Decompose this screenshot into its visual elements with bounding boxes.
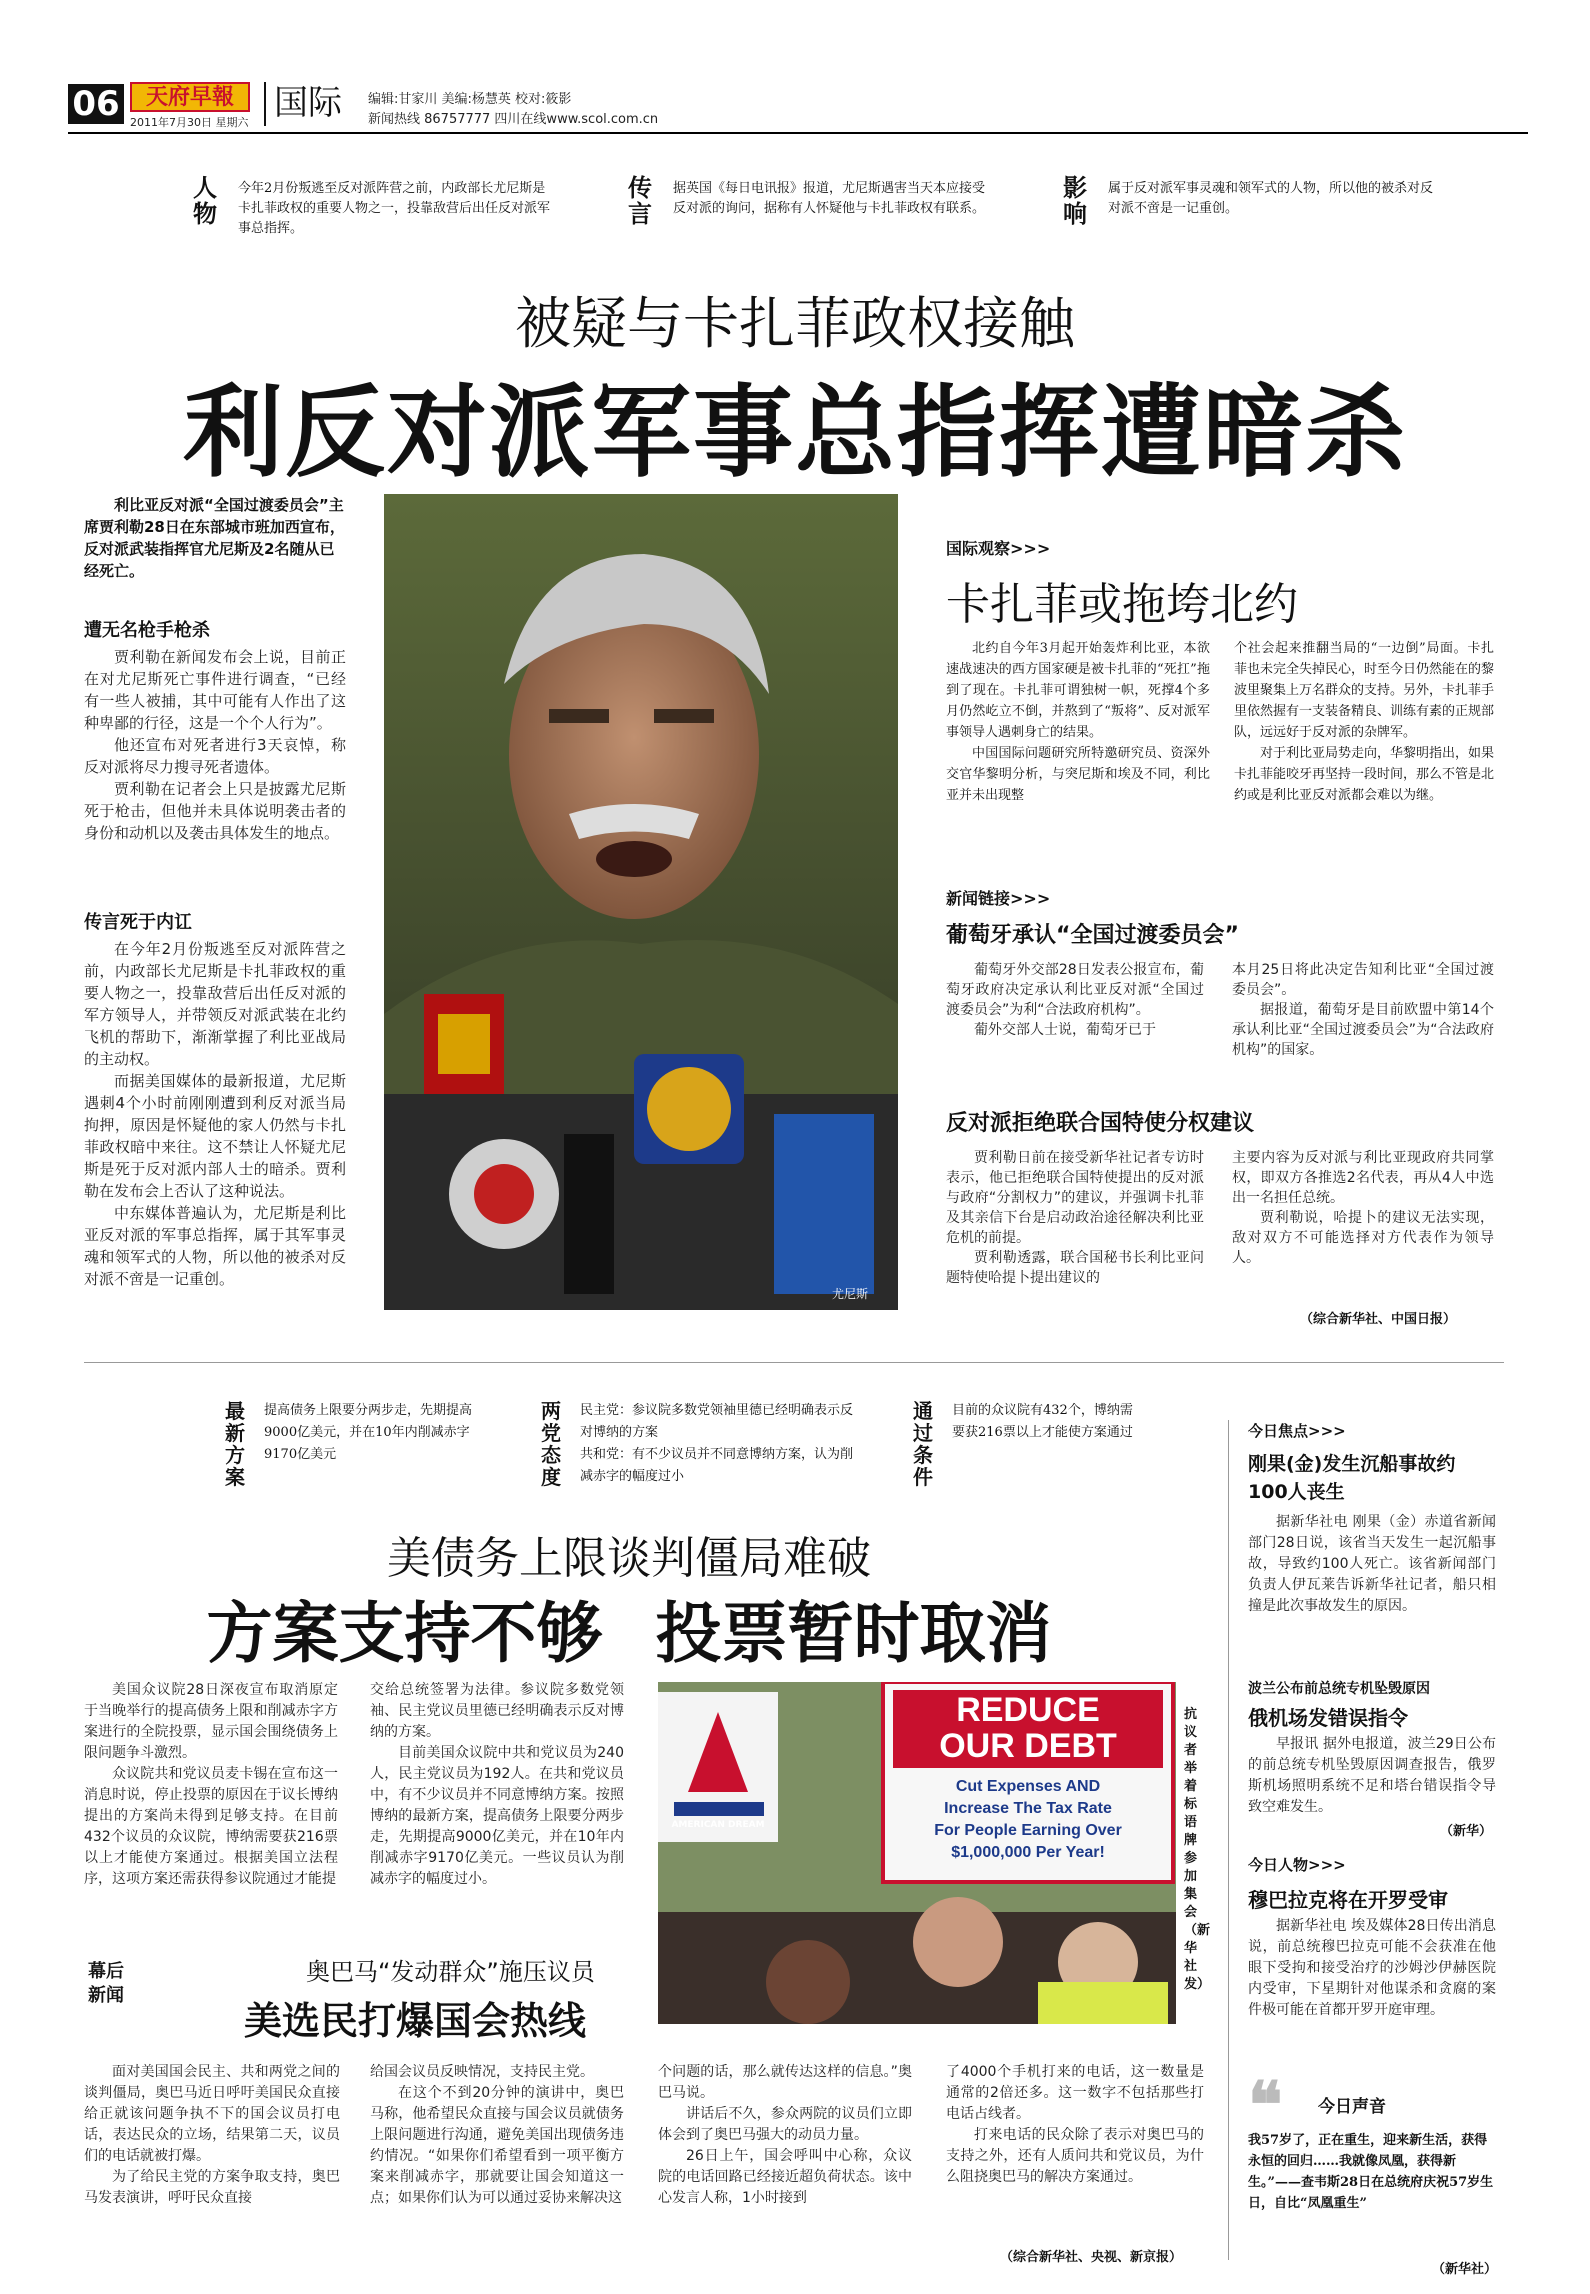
- paragraph: 为了给民主党的方案争取支持，奥巴马发表演讲，呼吁民众直接: [84, 2169, 340, 2206]
- paragraph: 给国会议员反映情况，支持民主党。: [370, 2064, 594, 2080]
- section-divider: [84, 1362, 1504, 1363]
- behind-col-2: [370, 2062, 624, 2209]
- info-tag: 通过条件: [913, 1399, 933, 1489]
- article1-headline: 利反对派军事总指挥遭暗杀: [183, 374, 1407, 491]
- news-link-1-col-1: [946, 960, 1204, 1040]
- date-line: 2011年7月30日 星期六: [130, 116, 249, 129]
- protest-photo: [658, 1682, 1176, 2024]
- sidebar-focus-title: 刚果(金)发生沉船事故约100人丧生: [1248, 1453, 1456, 1503]
- paragraph: 贾利勒说，哈提卜的建议无法实现，敌对双方不可能选择对方代表作为领导人。: [1232, 1210, 1494, 1266]
- younis-photo-illustration: [384, 494, 898, 1310]
- mid-info-box-3: [908, 1400, 1148, 1500]
- sidebar-person-body: 据新华社电 埃及媒体28日传出消息说，前总统穆巴拉克可能不会获准在他眼下受拘和接受治疗的沙姆沙伊赫医院内受审，下星期针对他谋杀和贪腐的案件极可能在首都开罗开庭审理。: [1248, 1918, 1496, 2018]
- sidebar-voice-body: 我57岁了，正在重生，迎来新生活，获得永恒的回归……我就像凤凰，获得新生。”——查韦斯28日在总统府庆祝57岁生日，自比“凤凰重生”: [1248, 2133, 1494, 2211]
- paragraph: 众议院共和党议员麦卡锡在宣布这一消息时说，停止投票的原因在于议长博纳提出的方案尚未得到足够支持。在目前432个议员的众议院，博纳需要获216票以上才能使方案通过。根据美国立法程序，这项方案还需获得参议院通过才能提: [84, 1766, 338, 1887]
- sidebar-focus-label: 今日焦点>>>: [1248, 1422, 1346, 1440]
- paragraph: 贾利勒在新闻发布会上说，目前正在对尤尼斯死亡事件进行调查，“已经有一些人被捕，其中可能有人作出了这种卑鄙的行径，这是一个个人行为”。: [84, 648, 346, 732]
- article1-lead: 利比亚反对派“全国过渡委员会”主席贾利勒28日在东部城市班加西宣布，反对派武装指挥官尤尼斯及2名随从已经死亡。: [84, 496, 345, 580]
- paragraph: 讲话后不久，参众两院的议员们立即体会到了奥巴马强大的动员力量。: [658, 2106, 912, 2143]
- observation-col-2: [1234, 638, 1494, 806]
- news-link-headline-2: 反对派拒绝联合国特使分权建议: [946, 1111, 1255, 1136]
- paragraph: 葡萄牙外交部28日发表公报宣布，葡萄牙政府决定承认利比亚反对派“全国过渡委员会”为利“合法政府机构”。: [946, 962, 1204, 1018]
- news-link-headline-1: 葡萄牙承认“全国过渡委员会”: [946, 923, 1239, 948]
- protest-photo-caption: 抗议者举着标语牌参加集会（新华社发）: [1184, 1707, 1211, 1992]
- paragraph: 个问题的话，那么就传达这样的信息。”奥巴马说。: [658, 2064, 912, 2101]
- sign-headline-2: OUR DEBT: [939, 1727, 1117, 1765]
- paragraph: 在今年2月份叛逃至反对派阵营之前，内政部长尤尼斯是卡扎菲政权的重要人物之一，投靠敌营后出任反对派的军方领导人，并带领反对派武装在北约飞机的帮助下，渐渐掌握了利比亚战局的主动权。: [84, 940, 346, 1068]
- sidebar-poland-body: 早报讯 据外电报道，波兰29日公布的前总统专机坠毁原因调查报告，俄罗斯机场照明系统不足和塔台错误指令导致空难发生。: [1248, 1736, 1496, 1815]
- news-link-2-col-2: [1232, 1148, 1494, 1268]
- paragraph: 本月25日将此决定告知利比亚“全国过渡委员会”。: [1232, 962, 1494, 998]
- paragraph: 据报道，葡萄牙是目前欧盟中第14个承认利比亚“全国过渡委员会”为“合法政府机构”的国家。: [1232, 1002, 1494, 1058]
- paragraph: 打来电话的民众除了表示对奥巴马的支持之外，还有人质问共和党议员，为什么阻挠奥巴马的解决方案通过。: [946, 2127, 1204, 2185]
- info-tag: 影响: [1063, 173, 1087, 228]
- paper-logo: 天府早報: [130, 82, 250, 112]
- sign-left-text: AMERICAN DREAM: [671, 1820, 765, 1830]
- paragraph: 交给总统签署为法律。参议院多数党领袖、民主党议员里德已经明确表示反对博纳的方案。: [370, 1682, 624, 1740]
- paragraph: 美国众议院28日深夜宣布取消原定于当晚举行的提高债务上限和削减赤字方案进行的全院投票，显示国会围绕债务上限问题争斗激烈。: [84, 1682, 338, 1761]
- paragraph: 中东媒体普遍认为，尤尼斯是利比亚反对派的军事总指挥，属于其军事灵魂和领军式的人物，所以他的被杀对反对派不啻是一记重创。: [84, 1204, 346, 1288]
- editors-line: 编辑:甘家川 美编:杨慧英 校对:筱影: [368, 92, 572, 107]
- top-info-box-3: [1060, 175, 1440, 245]
- paragraph: 葡外交部人士说，葡萄牙已于: [974, 1022, 1156, 1038]
- sidebar-poland-title: 俄机场发错误指令: [1248, 1706, 1408, 1730]
- sidebar-rule: [1228, 1420, 1229, 2260]
- info-text: 提高债务上限要分两步走，先期提高9000亿美元，并在10年内削减赤字9170亿美元: [264, 1403, 473, 1462]
- article1-kicker: 被疑与卡扎菲政权接触: [515, 292, 1075, 357]
- paragraph: 中国国际问题研究所特邀研究员、资深外交官华黎明分析，与突尼斯和埃及不同，利比亚并未出现整: [946, 746, 1210, 803]
- article1-subhead-2: 传言死于内讧: [84, 912, 192, 933]
- sign-headline-1: REDUCE: [956, 1691, 1100, 1729]
- observation-label: 国际观察>>>: [946, 539, 1051, 558]
- top-info-box-1: [190, 175, 570, 245]
- paragraph: 而据美国媒体的最新报道，尤尼斯遇刺4个小时前刚刚遭到利反对派当局拘押，原因是怀疑他的家人仍然与卡扎菲政权暗中来往。这不禁让人怀疑尤尼斯是死于反对派内部人士的暗杀。贾利勒在发布会上否认了这种说法。: [84, 1072, 346, 1200]
- behind-source: （综合新华社、央视、新京报）: [1000, 2250, 1183, 2265]
- sidebar-focus-body: 据新华社电 刚果（金）赤道省新闻部门28日说，该省当天发生一起沉船事故，导致约100人死亡。该省新闻部门负责人伊瓦莱告诉新华社记者，船只相撞是此次事故发生的原因。: [1248, 1514, 1496, 1614]
- section-title: 国际: [264, 82, 342, 126]
- younis-photo: [384, 494, 898, 1310]
- info-text: 属于反对派军事灵魂和领军式的人物，所以他的被杀对反对派不啻是一记重创。: [1108, 181, 1434, 216]
- paragraph: 个社会起来推翻当局的“一边倒”局面。卡扎菲也未完全失掉民心，时至今日仍然能在的黎波里聚集上万名群众的支持。另外，卡扎菲手里依然握有一支装备精良、训练有素的正规部队，远远好于反对派的杂牌军。: [1234, 641, 1495, 740]
- sidebar-poland-source: （新华）: [1440, 1824, 1493, 1839]
- paragraph: 主要内容为反对派与利比亚现政府共同掌权，即双方各推选2名代表，再从4人中选出一名担任总统。: [1232, 1150, 1494, 1206]
- mid-info-box-2: [536, 1400, 866, 1500]
- info-tag: 传言: [628, 173, 652, 228]
- behind-col-4: [946, 2062, 1204, 2188]
- observation-col-1: [946, 638, 1210, 806]
- masthead: [68, 82, 1528, 132]
- info-text: 今年2月份叛逃至反对派阵营之前，内政部长尤尼斯是卡扎菲政权的重要人物之一，投靠敌营后出任反对派军事总指挥。: [238, 181, 551, 236]
- sidebar-person-title: 穆巴拉克将在开罗受审: [1248, 1888, 1448, 1912]
- news-link-1-col-2: [1232, 960, 1494, 1060]
- article1-body-2: [84, 938, 346, 1290]
- behind-tag: 幕后新闻: [88, 1961, 124, 2006]
- observation-headline: 卡扎菲或拖垮北约: [946, 579, 1298, 630]
- paragraph: 贾利勒透露，联合国秘书长利比亚问题特使哈提卜提出建议的: [946, 1250, 1204, 1286]
- info-text: 据英国《每日电讯报》报道，尤尼斯遇害当天本应接受反对派的询问，据称有人怀疑他与卡扎菲政权有联系。: [673, 181, 986, 216]
- hotline: 新闻热线 86757777 四川在线www.scol.com.cn: [368, 112, 659, 127]
- paragraph: 了4000个手机打来的电话，这一数量是通常的2倍还多。这一数字不包括那些打电话占线者。: [946, 2064, 1204, 2122]
- article2-col-2: [370, 1680, 624, 1890]
- info-tag: 最新方案: [225, 1399, 245, 1489]
- paragraph: 对于利比亚局势走向，华黎明指出，如果卡扎菲能咬牙再坚持一段时间，那么不管是北约或是利比亚反对派都会难以为继。: [1234, 746, 1495, 803]
- sign-small-3: For People Earning Over: [934, 1822, 1122, 1839]
- article1-body-1: [84, 646, 346, 844]
- news-link-label: 新闻链接>>>: [946, 889, 1051, 908]
- behind-headline: 美选民打爆国会热线: [244, 1999, 587, 2043]
- news-link-2-col-1: [946, 1148, 1204, 1288]
- sidebar-voice-label: 今日声音: [1318, 2097, 1386, 2117]
- paragraph: 北约自今年3月起开始轰炸利比亚，本欲速战速决的西方国家硬是被卡扎菲的“死扛”拖到了现在。卡扎菲可谓独树一帜，死撑4个多月仍然屹立不倒，并熬到了“叛将”、反对派军事领导人遇刺身亡的结果。: [946, 641, 1210, 740]
- paragraph: 他还宣布对死者进行3天哀悼，称反对派将尽力搜寻死者遗体。: [84, 736, 346, 776]
- page-number: 06: [68, 84, 124, 124]
- paragraph: 目前美国众议院中共和党议员为240人，民主党议员为192人。在共和党议员中，有不少议员并不同意博纳方案。按照博纳的最新方案，提高债务上限要分两步走，先期提高9000亿美元，并在10年内削减赤字9170亿美元。一些议员认为削减赤字的幅度过小。: [370, 1745, 624, 1887]
- paragraph: 在这个不到20分钟的演讲中，奥巴马称，他希望民众直接与国会议员就债务上限问题进行沟通，避免美国出现债务违约情况。“如果你们希望看到一项平衡方案来削减赤字，那就要让国会知道这一点；如果你们认为可以通过妥协来解决这: [370, 2085, 624, 2206]
- quote-icon: ❝: [1248, 2068, 1283, 2143]
- article2-kicker: 美债务上限谈判僵局难破: [387, 1533, 871, 1584]
- behind-kicker: 奥巴马“发动群众”施压议员: [306, 1958, 595, 1986]
- mid-info-box-1: [220, 1400, 490, 1500]
- paragraph: 贾利勒日前在接受新华社记者专访时表示，他已拒绝联合国特使提出的反对派与政府“分割权力”的建议，并强调卡扎菲及其亲信下台是启动政治途径解决利比亚危机的前提。: [946, 1150, 1204, 1246]
- article2-headline: 方案支持不够 投票暂时取消: [206, 1595, 1052, 1672]
- info-text: 民主党：参议院多数党领袖里德已经明确表示反对博纳的方案 共和党：有不少议员并不同意博纳方案，认为削减赤字的幅度过小: [580, 1403, 854, 1484]
- paragraph: 面对美国国会民主、共和两党之间的谈判僵局，奥巴马近日呼吁美国民众直接给正就该问题争执不下的国会议员打电话，表达民众的立场，结果第二天，议员们的电话就被打爆。: [84, 2064, 340, 2164]
- sidebar-person-label: 今日人物>>>: [1248, 1856, 1346, 1874]
- paragraph: 贾利勒在记者会上只是披露尤尼斯死于枪击，但他并未具体说明袭击者的身份和动机以及袭击具体发生的地点。: [84, 780, 346, 842]
- news-link-source: （综合新华社、中国日报）: [1300, 1312, 1457, 1327]
- info-text: 目前的众议院有432个，博纳需要获216票以上才能使方案通过: [952, 1403, 1133, 1440]
- info-tag: 人物: [193, 173, 217, 228]
- behind-col-1: [84, 2062, 340, 2209]
- article1-subhead-1: 遭无名枪手枪杀: [84, 620, 210, 641]
- photo-caption: 尤尼斯: [831, 1287, 868, 1301]
- sign-small-4: $1,000,000 Per Year!: [951, 1844, 1105, 1861]
- paragraph: 26日上午，国会呼叫中心称，众议院的电话回路已经接近超负荷状态。该中心发言人称，1小时接到: [658, 2148, 912, 2206]
- sign-small-2: Increase The Tax Rate: [944, 1800, 1112, 1817]
- sign-small-1: Cut Expenses AND: [955, 1778, 1101, 1795]
- article2-col-1: [84, 1680, 338, 1890]
- sidebar-poland-kicker: 波兰公布前总统专机坠毁原因: [1248, 1681, 1430, 1697]
- sidebar-voice-source: （新华社）: [1432, 2262, 1498, 2277]
- masthead-rule: [68, 132, 1528, 134]
- top-info-box-2: [625, 175, 1005, 245]
- behind-col-3: [658, 2062, 912, 2209]
- info-tag: 两党态度: [541, 1399, 561, 1489]
